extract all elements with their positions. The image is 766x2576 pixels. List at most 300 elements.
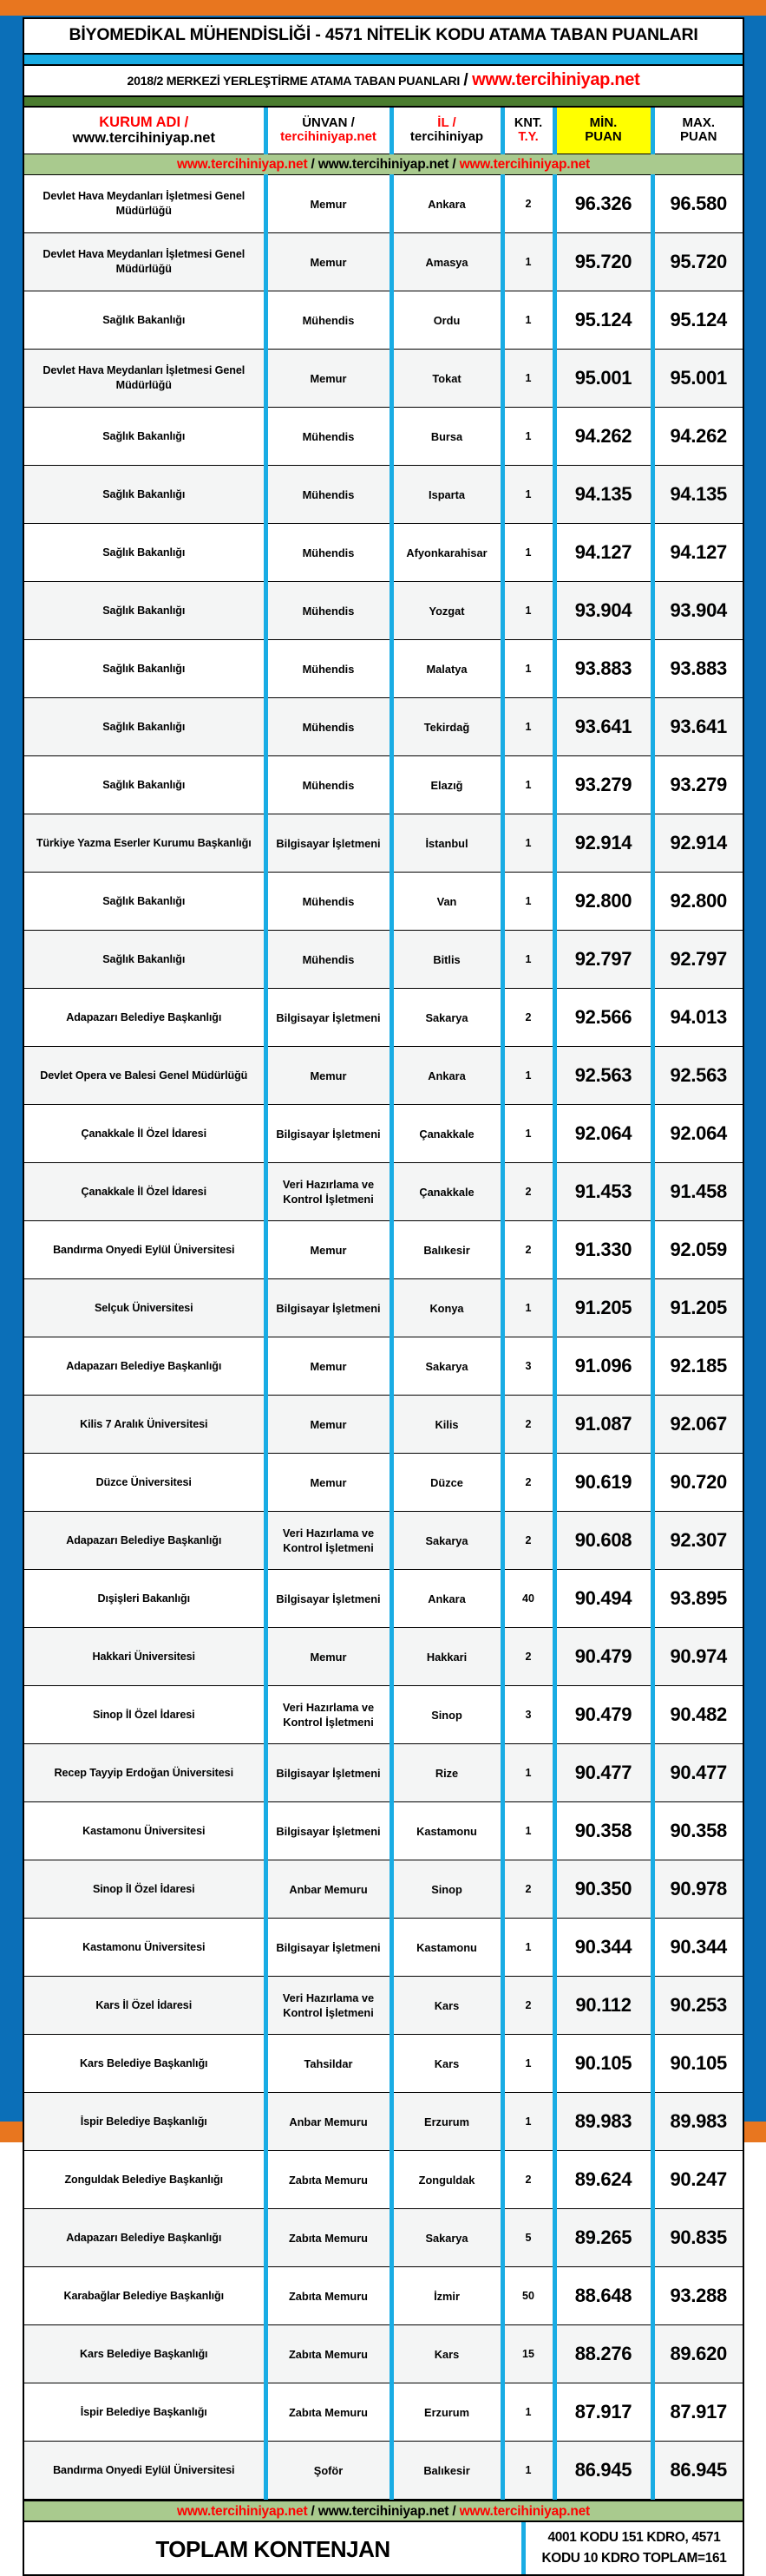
cell-knt: 2 — [502, 1454, 554, 1512]
cell-il: Kars — [391, 1977, 502, 2035]
table-row — [24, 1919, 743, 1977]
cell-max-puan: 90.253 — [652, 1977, 743, 2035]
table-row — [24, 1163, 743, 1221]
table-row — [24, 582, 743, 640]
cell-unvan: Zabıta Memuru — [265, 2383, 391, 2442]
cell-unvan: Zabıta Memuru — [265, 2151, 391, 2209]
cell-max-puan: 90.247 — [652, 2151, 743, 2209]
table-row — [24, 756, 743, 814]
header-min-puan — [554, 108, 652, 154]
subtitle-bar — [24, 66, 743, 97]
cell-unvan: Memur — [265, 1454, 391, 1512]
cell-unvan: Veri Hazırlama ve Kontrol İşletmeni — [265, 1512, 391, 1570]
cell-knt: 1 — [502, 814, 554, 873]
cell-il: Van — [391, 873, 502, 931]
footer-banner-link-3[interactable]: www.tercihiniyap.net — [459, 2504, 591, 2520]
cell-max-puan: 87.917 — [652, 2383, 743, 2442]
cell-knt: 2 — [502, 1860, 554, 1919]
cell-max-puan: 94.013 — [652, 989, 743, 1047]
header-il-top: İL / — [437, 114, 456, 130]
cell-il: Erzurum — [391, 2383, 502, 2442]
cyan-divider-strip — [24, 55, 743, 66]
cell-min-puan: 91.330 — [554, 1221, 652, 1279]
cell-knt: 1 — [502, 582, 554, 640]
cell-unvan: Anbar Memuru — [265, 1860, 391, 1919]
cell-unvan: Memur — [265, 1221, 391, 1279]
cell-knt: 1 — [502, 1047, 554, 1105]
footer-banner-link-2[interactable]: www.tercihiniyap.net — [318, 2504, 449, 2520]
scores-table — [24, 108, 743, 2501]
cell-min-puan: 93.279 — [554, 756, 652, 814]
cell-kurum: Bandırma Onyedi Eylül Üniversitesi — [24, 2442, 265, 2500]
cell-unvan: Zabıta Memuru — [265, 2325, 391, 2383]
cell-il: İzmir — [391, 2267, 502, 2325]
cell-max-puan: 93.895 — [652, 1570, 743, 1628]
cell-unvan: Mühendis — [265, 698, 391, 756]
cell-knt: 1 — [502, 931, 554, 989]
cell-knt: 1 — [502, 524, 554, 582]
table-row — [24, 291, 743, 350]
cell-kurum: Sağlık Bakanlığı — [24, 466, 265, 524]
cell-max-puan: 95.720 — [652, 233, 743, 291]
cell-kurum: Recep Tayyip Erdoğan Üniversitesi — [24, 1744, 265, 1802]
table-row — [24, 2209, 743, 2267]
cell-max-puan: 93.288 — [652, 2267, 743, 2325]
cell-max-puan: 92.059 — [652, 1221, 743, 1279]
cell-unvan: Bilgisayar İşletmeni — [265, 1802, 391, 1860]
cell-il: Balıkesir — [391, 1221, 502, 1279]
table-row — [24, 175, 743, 233]
cell-kurum: Sinop İl Özel İdaresi — [24, 1686, 265, 1744]
cell-il: Bitlis — [391, 931, 502, 989]
table-row — [24, 698, 743, 756]
cell-il: Kastamonu — [391, 1802, 502, 1860]
top-orange-bar — [0, 0, 766, 16]
table-row — [24, 931, 743, 989]
cell-il: Bursa — [391, 408, 502, 466]
cell-min-puan: 90.358 — [554, 1802, 652, 1860]
cell-max-puan: 92.797 — [652, 931, 743, 989]
cell-min-puan: 94.135 — [554, 466, 652, 524]
banner-link-2[interactable]: www.tercihiniyap.net — [318, 156, 449, 172]
cell-knt: 1 — [502, 873, 554, 931]
cell-knt: 2 — [502, 1221, 554, 1279]
cell-kurum: Çanakkale İl Özel İdaresi — [24, 1105, 265, 1163]
cell-max-puan: 90.477 — [652, 1744, 743, 1802]
cell-min-puan: 92.914 — [554, 814, 652, 873]
cell-kurum: Sağlık Bakanlığı — [24, 582, 265, 640]
table-sheet — [23, 17, 744, 2576]
cell-min-puan: 90.350 — [554, 1860, 652, 1919]
banner-link-3[interactable]: www.tercihiniyap.net — [459, 156, 591, 172]
cell-min-puan: 88.648 — [554, 2267, 652, 2325]
cell-max-puan: 90.344 — [652, 1919, 743, 1977]
cell-unvan: Mühendis — [265, 408, 391, 466]
cell-il: Ordu — [391, 291, 502, 350]
cell-kurum: Adapazarı Belediye Başkanlığı — [24, 1337, 265, 1396]
cell-unvan: Zabıta Memuru — [265, 2267, 391, 2325]
cell-unvan: Zabıta Memuru — [265, 2209, 391, 2267]
cell-unvan: Veri Hazırlama ve Kontrol İşletmeni — [265, 1163, 391, 1221]
cell-min-puan: 92.064 — [554, 1105, 652, 1163]
cell-kurum: Kilis 7 Aralık Üniversitesi — [24, 1396, 265, 1454]
cell-il: Afyonkarahisar — [391, 524, 502, 582]
cell-il: Sakarya — [391, 1512, 502, 1570]
cell-kurum: Türkiye Yazma Eserler Kurumu Başkanlığı — [24, 814, 265, 873]
cell-knt: 2 — [502, 175, 554, 233]
cell-max-puan: 90.835 — [652, 2209, 743, 2267]
cell-kurum: Karabağlar Belediye Başkanlığı — [24, 2267, 265, 2325]
cell-kurum: Devlet Hava Meydanları İşletmesi Genel Müdürlüğü — [24, 350, 265, 408]
cell-kurum: Hakkari Üniversitesi — [24, 1628, 265, 1686]
cell-il: Amasya — [391, 233, 502, 291]
cell-min-puan: 91.205 — [554, 1279, 652, 1337]
cell-unvan: Bilgisayar İşletmeni — [265, 1919, 391, 1977]
table-row — [24, 989, 743, 1047]
cell-il: Çanakkale — [391, 1105, 502, 1163]
cell-kurum: Kars Belediye Başkanlığı — [24, 2035, 265, 2093]
cell-min-puan: 89.624 — [554, 2151, 652, 2209]
table-row — [24, 1512, 743, 1570]
cell-il: Ankara — [391, 1047, 502, 1105]
cell-min-puan: 92.800 — [554, 873, 652, 931]
cell-knt: 3 — [502, 1337, 554, 1396]
cell-knt: 15 — [502, 2325, 554, 2383]
cell-max-puan: 92.064 — [652, 1105, 743, 1163]
cell-il: Zonguldak — [391, 2151, 502, 2209]
cell-kurum: Kastamonu Üniversitesi — [24, 1919, 265, 1977]
cell-min-puan: 90.112 — [554, 1977, 652, 2035]
cell-kurum: Adapazarı Belediye Başkanlığı — [24, 1512, 265, 1570]
cell-knt: 1 — [502, 466, 554, 524]
cell-kurum: Sinop İl Özel İdaresi — [24, 1860, 265, 1919]
table-row — [24, 1221, 743, 1279]
table-row — [24, 814, 743, 873]
cell-unvan: Bilgisayar İşletmeni — [265, 1744, 391, 1802]
cell-max-puan: 91.458 — [652, 1163, 743, 1221]
cell-min-puan: 93.883 — [554, 640, 652, 698]
cell-kurum: Düzce Üniversitesi — [24, 1454, 265, 1512]
header-knt — [502, 108, 554, 154]
header-max-bottom: PUAN — [679, 129, 717, 145]
cell-unvan: Bilgisayar İşletmeni — [265, 1570, 391, 1628]
cell-kurum: Devlet Hava Meydanları İşletmesi Genel Müdürlüğü — [24, 175, 265, 233]
green-divider-strip — [24, 97, 743, 108]
cell-min-puan: 90.479 — [554, 1686, 652, 1744]
cell-min-puan: 90.619 — [554, 1454, 652, 1512]
cell-max-puan: 92.800 — [652, 873, 743, 931]
cell-max-puan: 89.983 — [652, 2093, 743, 2151]
cell-unvan: Şoför — [265, 2442, 391, 2500]
cell-min-puan: 95.720 — [554, 233, 652, 291]
cell-max-puan: 96.580 — [652, 175, 743, 233]
table-row — [24, 2151, 743, 2209]
cell-knt: 1 — [502, 698, 554, 756]
cell-kurum: İspir Belediye Başkanlığı — [24, 2093, 265, 2151]
table-row — [24, 1802, 743, 1860]
header-knt-bottom: T.Y. — [518, 130, 539, 145]
cell-unvan: Memur — [265, 1337, 391, 1396]
cell-max-puan: 90.978 — [652, 1860, 743, 1919]
cell-il: Çanakkale — [391, 1163, 502, 1221]
cell-knt: 1 — [502, 1802, 554, 1860]
table-row — [24, 1977, 743, 2035]
cell-il: Kastamonu — [391, 1919, 502, 1977]
cell-unvan: Memur — [265, 175, 391, 233]
cell-min-puan: 92.563 — [554, 1047, 652, 1105]
cell-knt: 2 — [502, 1628, 554, 1686]
total-kontenjan-value — [526, 2522, 743, 2574]
cell-kurum: Sağlık Bakanlığı — [24, 291, 265, 350]
header-kurum-top: KURUM ADI / — [99, 114, 189, 130]
cell-unvan: Mühendis — [265, 873, 391, 931]
cell-il: Sinop — [391, 1860, 502, 1919]
cell-il: Kars — [391, 2035, 502, 2093]
header-unvan — [265, 108, 391, 154]
cell-max-puan: 92.185 — [652, 1337, 743, 1396]
cell-il: Elazığ — [391, 756, 502, 814]
cell-knt: 3 — [502, 1686, 554, 1744]
cell-knt: 1 — [502, 756, 554, 814]
cell-unvan: Mühendis — [265, 291, 391, 350]
cell-min-puan: 91.096 — [554, 1337, 652, 1396]
cell-kurum: Adapazarı Belediye Başkanlığı — [24, 989, 265, 1047]
subtitle-site-link[interactable]: www.tercihiniyap.net — [472, 69, 640, 89]
banner-sep-2: / — [448, 156, 460, 172]
cell-max-puan: 95.001 — [652, 350, 743, 408]
cell-max-puan: 92.307 — [652, 1512, 743, 1570]
cell-il: Hakkari — [391, 1628, 502, 1686]
cell-kurum: Bandırma Onyedi Eylül Üniversitesi — [24, 1221, 265, 1279]
page-title: BİYOMEDİKAL MÜHENDİSLİĞİ - 4571 NİTELİK KODU ATAMA TABAN PUANLARI — [24, 19, 743, 55]
cell-kurum: Sağlık Bakanlığı — [24, 408, 265, 466]
banner-sep-1: / — [307, 156, 318, 172]
table-row — [24, 233, 743, 291]
cell-min-puan: 95.001 — [554, 350, 652, 408]
header-kurum — [24, 108, 265, 154]
cell-max-puan: 94.262 — [652, 408, 743, 466]
cell-min-puan: 90.477 — [554, 1744, 652, 1802]
header-unvan-top: ÜNVAN / — [302, 114, 355, 130]
cell-il: Kars — [391, 2325, 502, 2383]
total-line-2: KODU 10 KDRO TOPLAM=161 — [541, 2551, 727, 2566]
cell-kurum: Dışişleri Bakanlığı — [24, 1570, 265, 1628]
cell-kurum: Çanakkale İl Özel İdaresi — [24, 1163, 265, 1221]
cell-knt: 2 — [502, 1396, 554, 1454]
cell-il: Erzurum — [391, 2093, 502, 2151]
cell-min-puan: 93.641 — [554, 698, 652, 756]
cell-max-puan: 94.135 — [652, 466, 743, 524]
cell-unvan: Memur — [265, 1047, 391, 1105]
cell-kurum: Zonguldak Belediye Başkanlığı — [24, 2151, 265, 2209]
table-row — [24, 524, 743, 582]
total-kontenjan-label: TOPLAM KONTENJAN — [24, 2522, 526, 2574]
header-unvan-bottom: tercihiniyap.net — [280, 129, 376, 145]
cell-knt: 40 — [502, 1570, 554, 1628]
cell-max-puan: 95.124 — [652, 291, 743, 350]
cell-knt: 50 — [502, 2267, 554, 2325]
header-min-bottom: PUAN — [585, 129, 622, 145]
cell-min-puan: 92.566 — [554, 989, 652, 1047]
table-row — [24, 2093, 743, 2151]
cell-unvan: Mühendis — [265, 640, 391, 698]
cell-il: Sinop — [391, 1686, 502, 1744]
table-row — [24, 466, 743, 524]
cell-knt: 2 — [502, 989, 554, 1047]
cell-il: Isparta — [391, 466, 502, 524]
banner-row-bottom — [24, 2500, 743, 2522]
cell-min-puan: 96.326 — [554, 175, 652, 233]
cell-il: Tokat — [391, 350, 502, 408]
cell-min-puan: 88.276 — [554, 2325, 652, 2383]
cell-il: Malatya — [391, 640, 502, 698]
banner-link-1[interactable]: www.tercihiniyap.net — [176, 156, 308, 172]
cell-il: Konya — [391, 1279, 502, 1337]
cell-min-puan: 93.904 — [554, 582, 652, 640]
cell-min-puan: 90.344 — [554, 1919, 652, 1977]
cell-max-puan: 94.127 — [652, 524, 743, 582]
cell-max-puan: 93.279 — [652, 756, 743, 814]
cell-min-puan: 87.917 — [554, 2383, 652, 2442]
cell-unvan: Bilgisayar İşletmeni — [265, 989, 391, 1047]
cell-il: Ankara — [391, 175, 502, 233]
total-line-1: 4001 KODU 151 KDRO, 4571 — [547, 2530, 721, 2546]
cell-min-puan: 91.087 — [554, 1396, 652, 1454]
cell-knt: 2 — [502, 1512, 554, 1570]
table-body — [24, 175, 743, 2500]
cell-max-puan: 91.205 — [652, 1279, 743, 1337]
cell-min-puan: 89.265 — [554, 2209, 652, 2267]
cell-unvan: Memur — [265, 1396, 391, 1454]
cell-min-puan: 94.262 — [554, 408, 652, 466]
cell-max-puan: 90.105 — [652, 2035, 743, 2093]
cell-il: Sakarya — [391, 989, 502, 1047]
cell-knt: 1 — [502, 1744, 554, 1802]
table-row — [24, 2383, 743, 2442]
banner-row-top — [24, 154, 743, 175]
cell-il: Düzce — [391, 1454, 502, 1512]
table-row — [24, 2325, 743, 2383]
cell-unvan: Bilgisayar İşletmeni — [265, 1105, 391, 1163]
cell-max-puan: 90.720 — [652, 1454, 743, 1512]
cell-knt: 1 — [502, 2442, 554, 2500]
table-row — [24, 1454, 743, 1512]
footer-banner-link-1[interactable]: www.tercihiniyap.net — [176, 2504, 308, 2520]
cell-knt: 1 — [502, 1919, 554, 1977]
cell-unvan: Mühendis — [265, 466, 391, 524]
header-max-top: MAX. — [682, 114, 715, 130]
cell-knt: 5 — [502, 2209, 554, 2267]
header-il-bottom: tercihiniyap — [409, 129, 484, 145]
cell-min-puan: 90.494 — [554, 1570, 652, 1628]
cell-il: Tekirdağ — [391, 698, 502, 756]
footer-banner-sep-1: / — [307, 2504, 318, 2520]
cell-kurum: Sağlık Bakanlığı — [24, 524, 265, 582]
cell-kurum: Kars İl Özel İdaresi — [24, 1977, 265, 2035]
cell-max-puan: 90.482 — [652, 1686, 743, 1744]
cell-unvan: Bilgisayar İşletmeni — [265, 1279, 391, 1337]
cell-unvan: Anbar Memuru — [265, 2093, 391, 2151]
cell-kurum: Devlet Hava Meydanları İşletmesi Genel Müdürlüğü — [24, 233, 265, 291]
cell-unvan: Bilgisayar İşletmeni — [265, 814, 391, 873]
table-row — [24, 1279, 743, 1337]
header-knt-top: KNT. — [514, 116, 543, 131]
cell-kurum: Sağlık Bakanlığı — [24, 698, 265, 756]
cell-min-puan: 90.105 — [554, 2035, 652, 2093]
cell-unvan: Veri Hazırlama ve Kontrol İşletmeni — [265, 1977, 391, 2035]
table-row — [24, 1860, 743, 1919]
cell-unvan: Mühendis — [265, 931, 391, 989]
cell-kurum: Sağlık Bakanlığı — [24, 873, 265, 931]
cell-unvan: Tahsildar — [265, 2035, 391, 2093]
cell-unvan: Memur — [265, 1628, 391, 1686]
cell-min-puan: 95.124 — [554, 291, 652, 350]
banner-links — [24, 154, 743, 175]
table-row — [24, 1570, 743, 1628]
cell-kurum: Sağlık Bakanlığı — [24, 640, 265, 698]
header-il — [391, 108, 502, 154]
cell-knt: 1 — [502, 2383, 554, 2442]
cell-unvan: Mühendis — [265, 756, 391, 814]
cell-min-puan: 89.983 — [554, 2093, 652, 2151]
header-max-puan — [652, 108, 743, 154]
cell-knt: 1 — [502, 233, 554, 291]
cell-max-puan: 92.914 — [652, 814, 743, 873]
cell-knt: 1 — [502, 291, 554, 350]
subtitle-separator: / — [463, 70, 468, 89]
cell-il: Kilis — [391, 1396, 502, 1454]
table-row — [24, 1628, 743, 1686]
cell-min-puan: 91.453 — [554, 1163, 652, 1221]
table-row — [24, 350, 743, 408]
header-kurum-bottom: www.tercihiniyap.net — [72, 130, 215, 147]
cell-kurum: Kastamonu Üniversitesi — [24, 1802, 265, 1860]
cell-max-puan: 90.358 — [652, 1802, 743, 1860]
cell-kurum: Selçuk Üniversitesi — [24, 1279, 265, 1337]
cell-knt: 1 — [502, 2035, 554, 2093]
cell-max-puan: 92.067 — [652, 1396, 743, 1454]
cell-knt: 1 — [502, 1105, 554, 1163]
footer-banner-sep-2: / — [448, 2504, 460, 2520]
table-row — [24, 2267, 743, 2325]
cell-kurum: Sağlık Bakanlığı — [24, 931, 265, 989]
cell-kurum: Kars Belediye Başkanlığı — [24, 2325, 265, 2383]
cell-kurum: Adapazarı Belediye Başkanlığı — [24, 2209, 265, 2267]
table-row — [24, 408, 743, 466]
cell-il: Rize — [391, 1744, 502, 1802]
table-row — [24, 1105, 743, 1163]
cell-max-puan: 86.945 — [652, 2442, 743, 2500]
table-row — [24, 2035, 743, 2093]
cell-kurum: Devlet Opera ve Balesi Genel Müdürlüğü — [24, 1047, 265, 1105]
cell-knt: 2 — [502, 1163, 554, 1221]
table-header-row — [24, 108, 743, 154]
cell-unvan: Memur — [265, 350, 391, 408]
cell-unvan: Veri Hazırlama ve Kontrol İşletmeni — [265, 1686, 391, 1744]
cell-knt: 2 — [502, 2151, 554, 2209]
cell-max-puan: 93.883 — [652, 640, 743, 698]
table-row — [24, 1744, 743, 1802]
cell-max-puan: 92.563 — [652, 1047, 743, 1105]
cell-knt: 1 — [502, 640, 554, 698]
cell-max-puan: 89.620 — [652, 2325, 743, 2383]
cell-knt: 1 — [502, 1279, 554, 1337]
cell-il: Sakarya — [391, 2209, 502, 2267]
table-row — [24, 1047, 743, 1105]
cell-max-puan: 93.641 — [652, 698, 743, 756]
cell-knt: 2 — [502, 1977, 554, 2035]
cell-unvan: Memur — [265, 233, 391, 291]
